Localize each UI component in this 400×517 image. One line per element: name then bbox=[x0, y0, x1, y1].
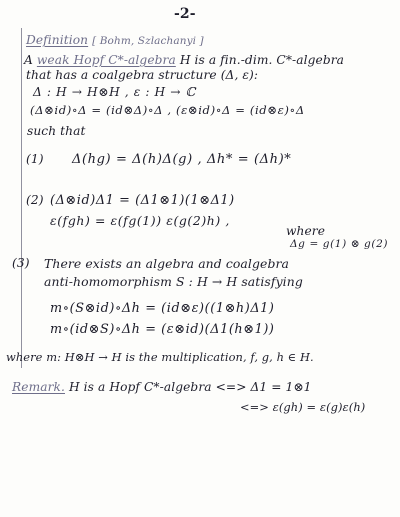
remark-text-1: H is a Hopf C*-algebra <=> Δ1 = 1⊗1 bbox=[68, 380, 312, 394]
definition-heading-line bbox=[26, 33, 204, 47]
condition-3-line-2: anti-homomorphism S : H → H satisfying bbox=[44, 274, 303, 289]
definition-term: weak Hopf C*-algebra bbox=[36, 53, 176, 67]
condition-3-line-1: There exists an algebra and coalgebra bbox=[44, 256, 289, 271]
definition-line-5: such that bbox=[27, 124, 86, 138]
definition-prefix: A bbox=[24, 53, 33, 67]
closing-line: where m: H⊗H → H is the multiplication, f, g, h ∈ H. bbox=[6, 350, 314, 364]
condition-2-line-2: ε(fgh) = ε(fg(1)) ε(g(2)h) , bbox=[50, 213, 230, 228]
definition-line-3: Δ : H → H⊗H , ε : H → ℂ bbox=[33, 85, 196, 99]
condition-2-where: where bbox=[286, 224, 326, 238]
remark-line-2: <=> ε(gh) = ε(g)ε(h) bbox=[240, 400, 366, 414]
condition-3-line-3: m∘(S⊗id)∘Δh = (id⊗ε)((1⊗h)Δ1) bbox=[50, 301, 275, 316]
condition-3-line-4: m∘(id⊗S)∘Δh = (ε⊗id)(Δ1(h⊗1)) bbox=[50, 322, 275, 337]
definition-line-4: (Δ⊗id)∘Δ = (id⊗Δ)∘Δ , (ε⊗id)∘Δ = (id⊗ε)∘Δ bbox=[30, 103, 305, 117]
definition-suffix: H is a fin.-dim. C*-algebra bbox=[179, 53, 345, 67]
margin-rule bbox=[21, 28, 22, 368]
condition-1-line-1: Δ(hg) = Δ(h)Δ(g) , Δh* = (Δh)* bbox=[72, 152, 292, 167]
remark-label: Remark. bbox=[12, 380, 65, 394]
citation: [ Bohm, Szlachanyi ] bbox=[92, 35, 204, 47]
definition-line-2: that has a coalgebra structure (Δ, ε): bbox=[26, 68, 259, 82]
definition-heading: Definition bbox=[26, 33, 89, 47]
definition-line-1 bbox=[24, 53, 344, 67]
condition-1-number: (1) bbox=[26, 152, 44, 166]
condition-2-line-1: (Δ⊗id)Δ1 = (Δ1⊗1)(1⊗Δ1) bbox=[50, 193, 235, 208]
condition-2-line-4: Δg = g(1) ⊗ g(2) bbox=[290, 238, 389, 250]
remark-line-1 bbox=[12, 380, 312, 394]
condition-2-number: (2) bbox=[26, 193, 44, 207]
page-number: -2- bbox=[174, 6, 196, 22]
condition-3-number: (3) bbox=[12, 256, 30, 270]
